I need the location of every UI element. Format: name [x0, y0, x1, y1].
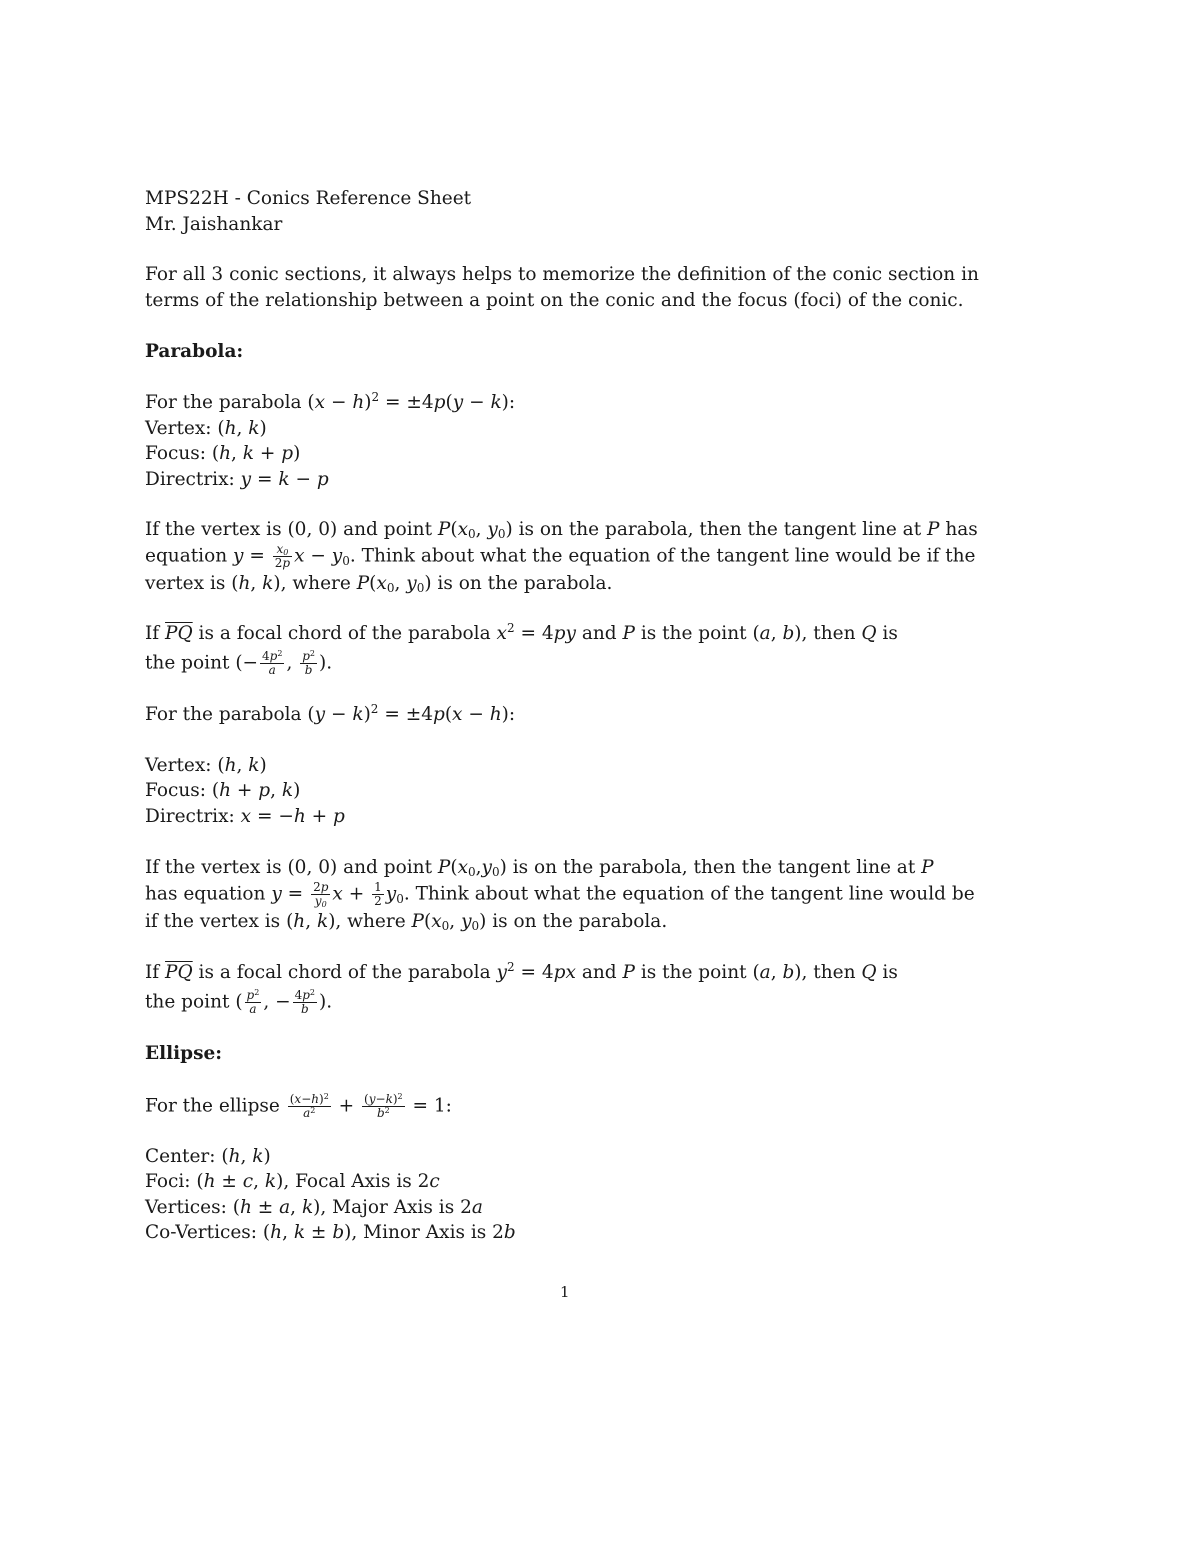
parabola1-vertex: Vertex: (h, k) [145, 418, 267, 439]
author-line: Mr. Jaishankar [145, 214, 283, 235]
parabola1-focus: Focus: (h, k + p) [145, 443, 301, 464]
parabola2-tangent-line-1: If the vertex is (0, 0) and point $P(x_0,y_0)$ is on the parabola, then the tangent line at P [145, 857, 934, 879]
parabola2-directrix: Directrix: x = −h + p [145, 806, 345, 827]
parabola1-chord-line-1: If $\overline{PQ}$ is a focal chord of the parabola $x^2 = 4py$ and P is the point (a, b), then Q is [145, 621, 898, 644]
ellipse-equation-line: For the ellipse $\frac{(x-h)^2}{a^2}$ + $\frac{(y-k)^2}{b^2}$ = 1: [145, 1092, 452, 1120]
parabola2-vertex: Vertex: (h, k) [145, 755, 267, 776]
ellipse-heading: Ellipse: [145, 1043, 223, 1064]
parabola1-tangent-line-2: equation y = $\frac{x_0}{2p}$ $x - y_0$. Think about what the equation of the tangent line would be if the [145, 542, 976, 570]
parabola2-tangent-line-2: has equation y = $\frac{2p}{y_0}$ x + $\frac{1}{2}$ $y_0$. Think about what the equation of the tangent line would be [145, 880, 975, 909]
ellipse-covertices: Co-Vertices: (h, k ± b), Minor Axis is 2b [145, 1222, 516, 1243]
parabola1-tangent-line-3: vertex is (h, k), where $P(x_0$, $y_0$) is on the parabola. [145, 573, 613, 595]
parabola2-chord-line-1: If $\overline{PQ}$ is a focal chord of the parabola $y^2 = 4px$ and P is the point (a, b), then Q is [145, 960, 898, 983]
parabola1-equation-line [145, 390, 515, 416]
parabola2-focus: Focus: (h + p, k) [145, 780, 301, 801]
ellipse-vertices: Vertices: (h ± a, k), Major Axis is 2a [145, 1197, 483, 1218]
parabola1-tangent-line-1: If the vertex is (0, 0) and point $P(x_0$, $y_0$) is on the parabola, then the tangent line at P has [145, 519, 978, 541]
parabola2-label: For the parabola [145, 704, 308, 725]
ellipse-center: Center: (h, k) [145, 1146, 271, 1167]
page-number: 1 [560, 1283, 570, 1301]
parabola1-equation: $(x - h)^2 = \pm 4p(y - k)$: [307, 390, 516, 413]
parabola1-label: For the parabola [145, 392, 308, 413]
fraction: $\frac{x_0}{2p}$ [274, 542, 291, 570]
intro-line-1: For all 3 conic sections, it always helps to memorize the definition of the conic section in [145, 264, 979, 285]
parabola1-chord-line-2: the point (− $\frac{4p^2}{a}$ , $\frac{p^2}{b}$ ). [145, 649, 333, 677]
parabola2-chord-line-2: the point ( $\frac{p^2}{a}$ , − $\frac{4p^2}{b}$ ). [145, 988, 333, 1016]
parabola1-directrix: Directrix: y = k − p [145, 469, 329, 490]
parabola-heading: Parabola: [145, 341, 244, 362]
document-title: MPS22H - Conics Reference Sheet [145, 188, 472, 209]
ellipse-foci: Foci: (h ± c, k), Focal Axis is 2c [145, 1171, 440, 1192]
parabola2-tangent-line-3: if the vertex is (h, k), where $P(x_0$, $y_0$) is on the parabola. [145, 911, 668, 933]
intro-line-2: terms of the relationship between a point on the conic and the focus (foci) of the conic. [145, 290, 964, 311]
parabola2-equation: $(y - k)^2 = \pm 4p(x - h)$: [307, 702, 516, 725]
parabola2-equation-line [145, 702, 515, 728]
